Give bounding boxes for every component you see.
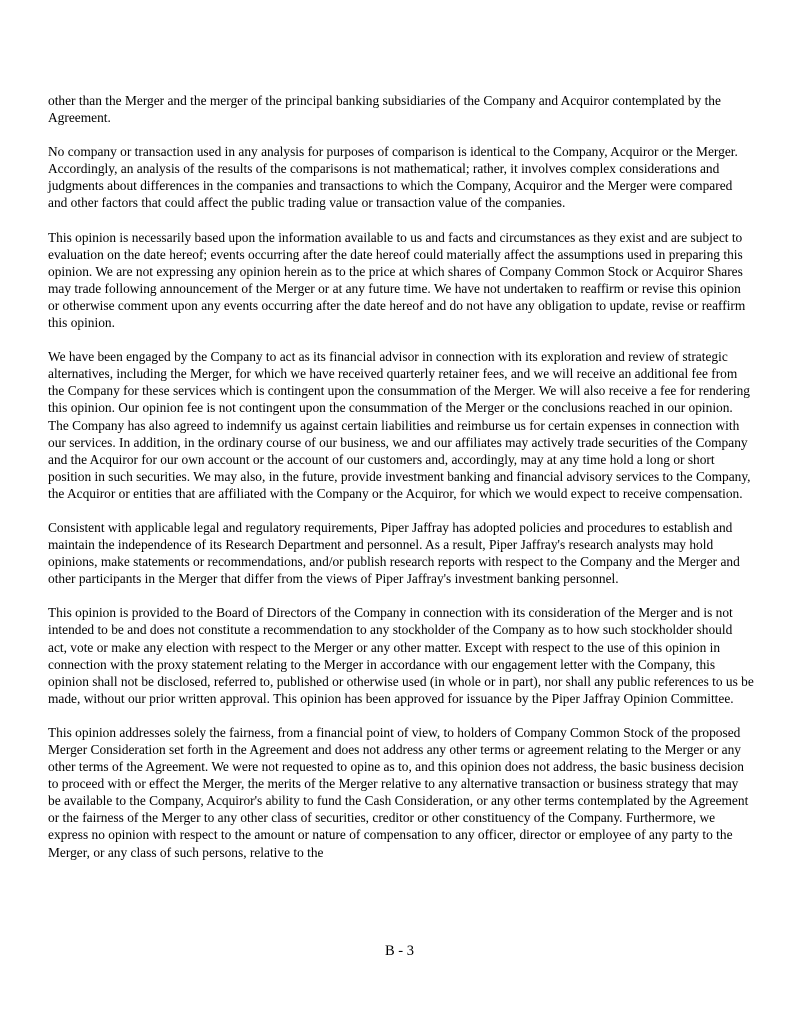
paragraph-comparison: No company or transaction used in any analysis for purposes of comparison is identical to the Company, Acquiror or the Merger. Accordingly, an analysis of the results of the comparisons is not mathematical; rather, it involves complex considerations and judgments about differences in the companies and transactions to which the Company, Acquiror and the Merger were compared and other factors that could affect the public trading value or transaction value of the companies. xyxy=(48,144,738,211)
paragraph-continuation: other than the Merger and the merger of the principal banking subsidiaries of the Company and Acquiror contemplated by the Agreement. xyxy=(48,93,721,126)
paragraph-engagement: We have been engaged by the Company to act as its financial advisor in connection with its exploration and review of strategic alternatives, including the Merger, for which we have received quarterly retainer fees, and we will receive an additional fee from the Company for these services which is contingent upon the consummation of the Merger. We will also receive a fee for rendering this opinion. Our opinion fee is not contingent upon the consummation of the Merger or the conclusions reached in our opinion. The Company has also agreed to indemnify us against certain liabilities and reimburse us for certain expenses in connection with our services. In addition, in the ordinary course of our business, we and our affiliates may actively trade securities of the Company and the Acquiror for our own account or the account of our customers and, accordingly, may at any time hold a long or short position in such securities. We may also, in the future, provide investment banking and financial advisory services to the Company, the Acquiror or entities that are affiliated with the Company or the Acquiror, for which we would expect to receive compensation. xyxy=(48,349,751,501)
document-body xyxy=(48,92,754,878)
paragraph-board-use: This opinion is provided to the Board of Directors of the Company in connection with its consideration of the Merger and is not intended to be and does not constitute a recommendation to any stockholder of the Company as to how such stockholder should act, vote or make any election with respect to the Merger or any other matter. Except with respect to the use of this opinion in connection with the proxy statement relating to the Merger in accordance with our engagement letter with the Company, this opinion shall not be disclosed, referred to, published or otherwise used (in whole or in part), nor shall any public references to us be made, without our prior written approval. This opinion has been approved for issuance by the Piper Jaffray Opinion Committee. xyxy=(48,605,754,706)
page-number: B - 3 xyxy=(385,943,414,959)
paragraph-research: Consistent with applicable legal and regulatory requirements, Piper Jaffray has adopted policies and procedures to establish and maintain the independence of its Research Department and personnel. As a result, Piper Jaffray's research analysts may hold opinions, make statements or recommendations, and/or publish research reports with respect to the Company and the Merger and other participants in the Merger that differ from the views of Piper Jaffray's investment banking personnel. xyxy=(48,519,740,587)
paragraph-scope: This opinion addresses solely the fairness, from a financial point of view, to holders of Company Common Stock of the proposed Merger Consideration set forth in the Agreement and does not address any other terms or agreement relating to the Merger or any other terms of the Agreement. We were not requested to opine as to, and this opinion does not address, the basic business decision to proceed with or effect the Merger, the merits of the Merger relative to any alternative transaction or business strategy that may be available to the Company, Acquiror's ability to fund the Cash Consideration, or any other terms contemplated by the Agreement or the fairness of the Merger to any other class of securities, creditor or other constituency of the Company. Furthermore, we express no opinion with respect to the amount or nature of compensation to any officer, director or employee of any party to the Merger, or any class of such persons, relative to the xyxy=(48,724,749,860)
paragraph-basis: This opinion is necessarily based upon the information available to us and facts and circumstances as they exist and are subject to evaluation on the date hereof; events occurring after the date hereof could materially affect the assumptions used in preparing this opinion. We are not expressing any opinion herein as to the price at which shares of Company Common Stock or Acquiror Shares may trade following announcement of the Merger or at any future time. We have not undertaken to reaffirm or revise this opinion or otherwise comment upon any events occurring after the date hereof and do not have any obligation to update, revise or reaffirm this opinion. xyxy=(48,229,746,331)
